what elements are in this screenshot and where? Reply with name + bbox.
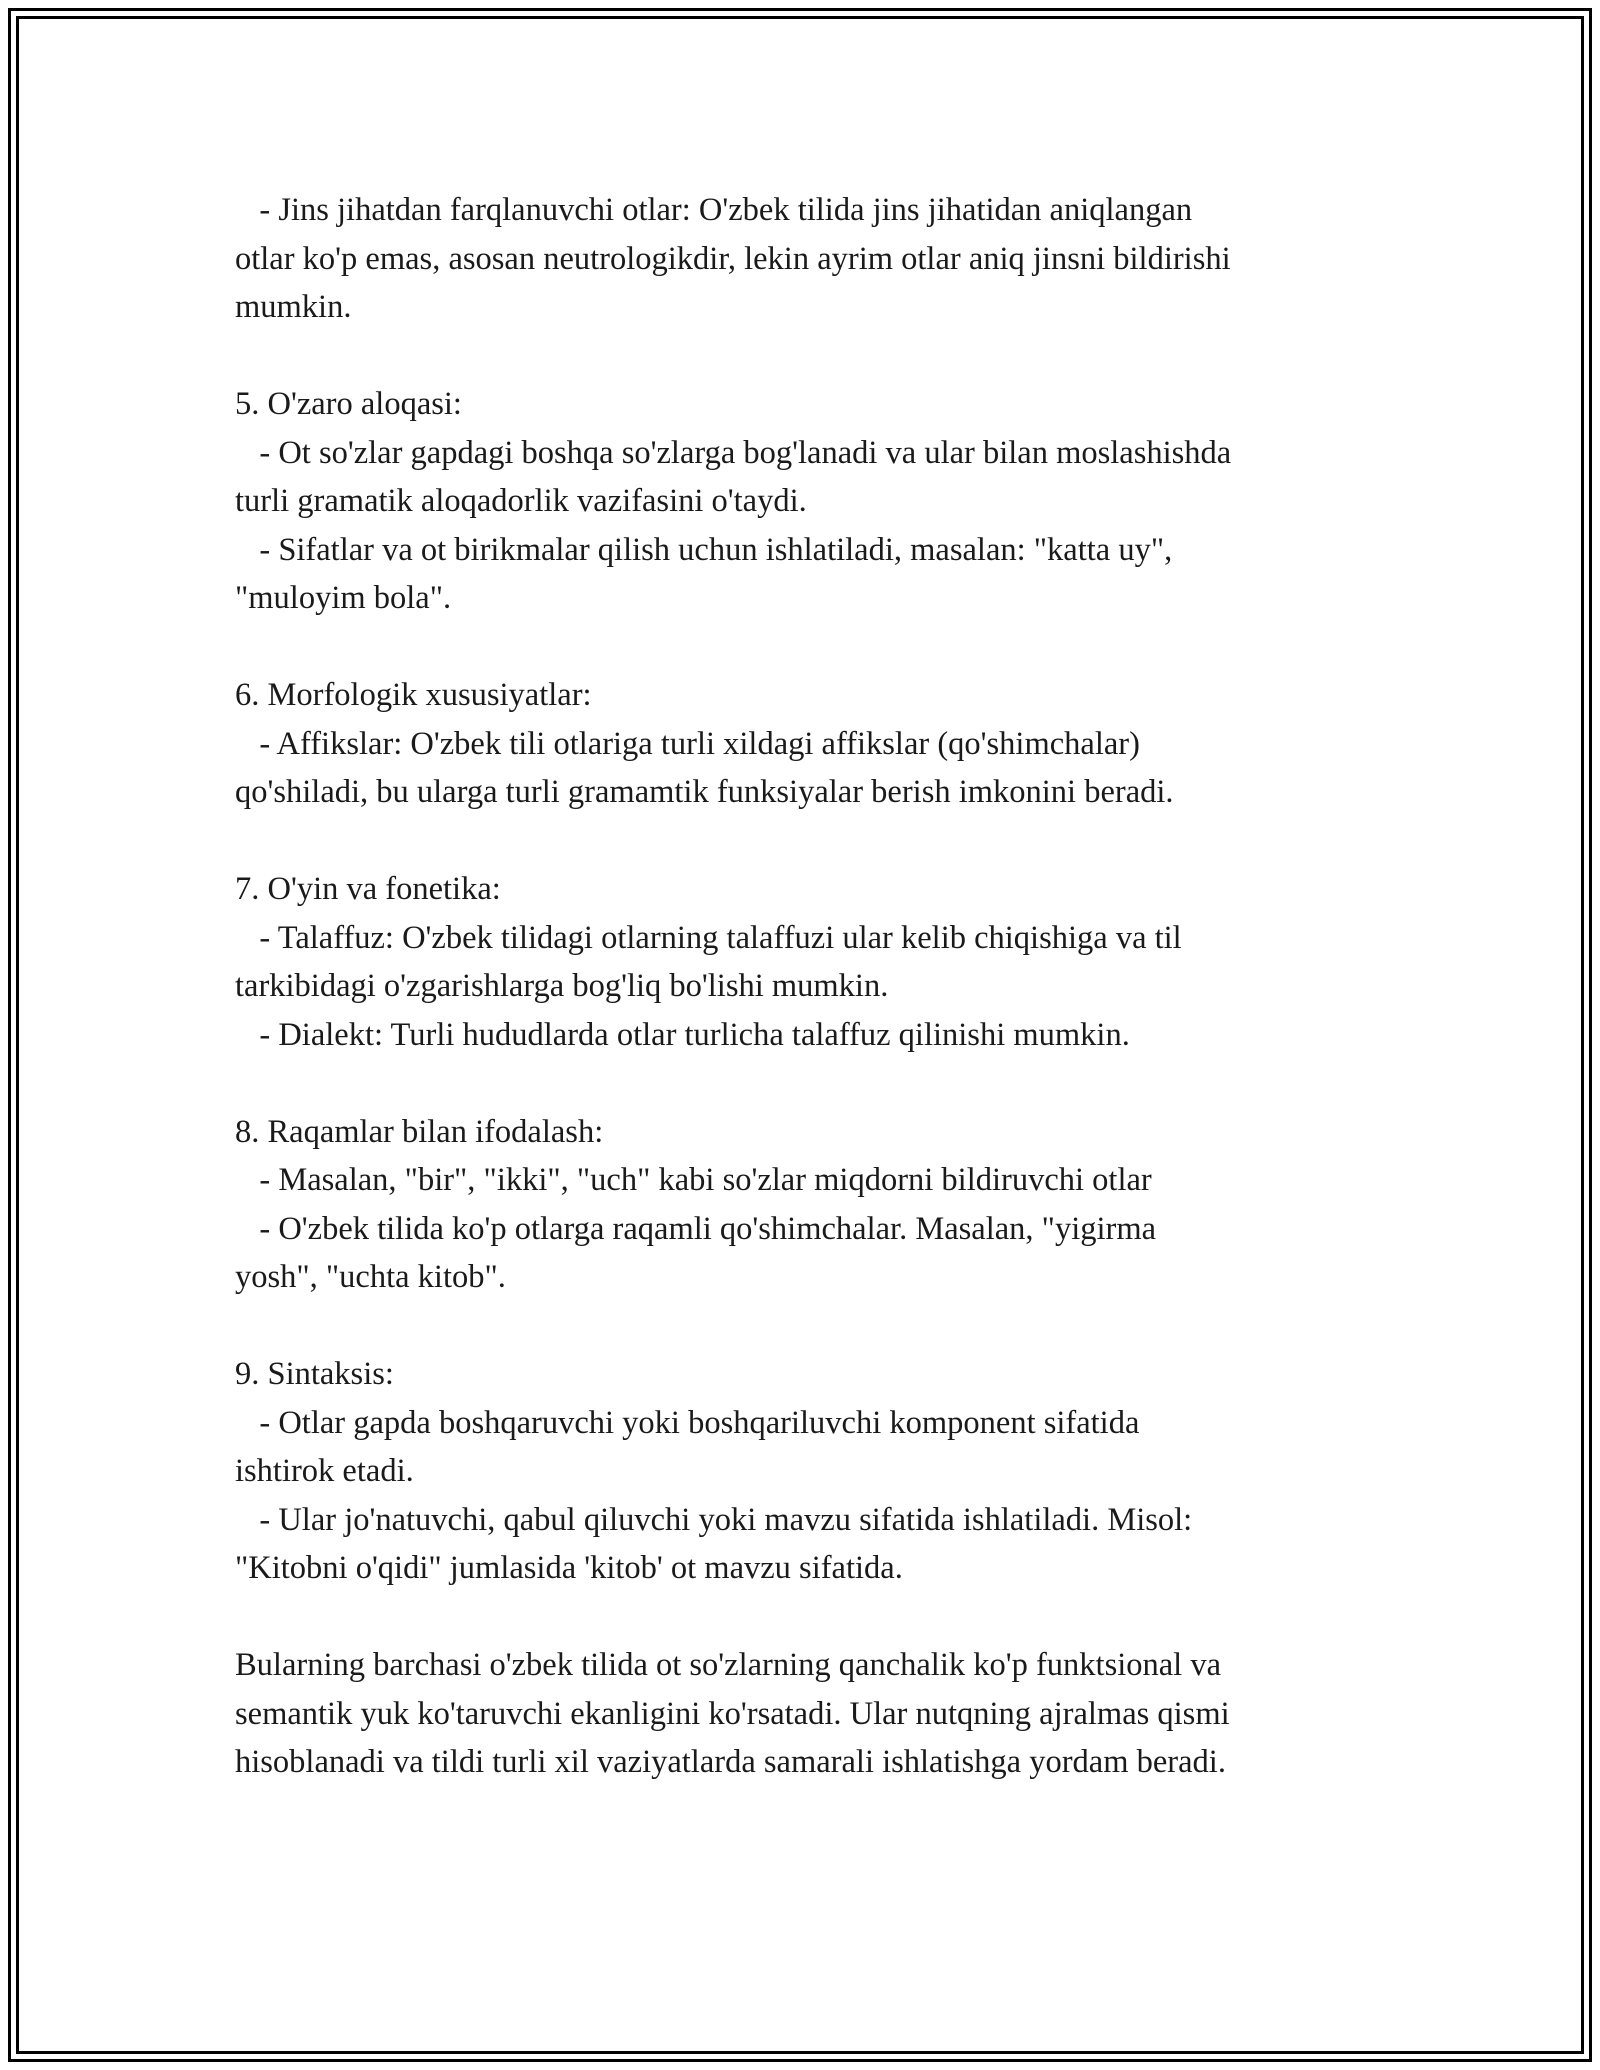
text-line: - Sifatlar va ot birikmalar qilish uchun ishlatiladi, masalan: "katta uy", bbox=[235, 531, 1173, 568]
text-line: 5. O'zaro aloqasi: bbox=[235, 386, 462, 422]
paragraph bbox=[235, 1350, 1385, 1593]
paragraph bbox=[235, 1108, 1385, 1302]
text-line: ishtirok etadi. bbox=[235, 1453, 414, 1489]
text-line: mumkin. bbox=[235, 289, 352, 325]
text-line: tarkibidagi o'zgarishlarga bog'liq bo'lishi mumkin. bbox=[235, 968, 889, 1004]
text-line: - O'zbek tilida ko'p otlarga raqamli qo'shimchalar. Masalan, "yigirma bbox=[235, 1210, 1157, 1247]
paragraph-gap bbox=[235, 1593, 1385, 1642]
text-line: Bularning barchasi o'zbek tilida ot so'zlarning qanchalik ko'p funktsional va bbox=[235, 1647, 1221, 1683]
text-line: "Kitobni o'qidi" jumlasida 'kitob' ot mavzu sifatida. bbox=[235, 1550, 903, 1586]
paragraph-gap bbox=[235, 817, 1385, 866]
text-line: 9. Sintaksis: bbox=[235, 1356, 394, 1392]
text-line: - Affikslar: O'zbek tili otlariga turli xildagi affikslar (qo'shimchalar) bbox=[235, 725, 1140, 762]
paragraph bbox=[235, 1641, 1385, 1787]
paragraph bbox=[235, 186, 1385, 332]
text-line: yosh", "uchta kitob". bbox=[235, 1259, 506, 1295]
paragraph-gap bbox=[235, 1302, 1385, 1351]
text-line: 6. Morfologik xususiyatlar: bbox=[235, 677, 592, 713]
paragraph-gap bbox=[235, 332, 1385, 381]
text-line: hisoblanadi va tildi turli xil vaziyatlarda samarali ishlatishga yordam beradi. bbox=[235, 1744, 1226, 1780]
text-line: otlar ko'p emas, asosan neutrologikdir, lekin ayrim otlar aniq jinsni bildirishi bbox=[235, 240, 1231, 277]
paragraph bbox=[235, 865, 1385, 1059]
paragraph-gap bbox=[235, 623, 1385, 672]
text-line: 7. O'yin va fonetika: bbox=[235, 871, 501, 907]
text-line: turli gramatik aloqadorlik vazifasini o'taydi. bbox=[235, 483, 807, 519]
text-line: - Ot so'zlar gapdagi boshqa so'zlarga bog'lanadi va ular bilan moslashishda bbox=[235, 434, 1232, 471]
text-line: - Talaffuz: O'zbek tilidagi otlarning talaffuzi ular kelib chiqishiga va til bbox=[235, 919, 1182, 956]
text-line: semantik yuk ko'taruvchi ekanligini ko'rsatadi. Ular nutqning ajralmas qismi bbox=[235, 1695, 1230, 1732]
paragraph bbox=[235, 671, 1385, 817]
text-line: - Jins jihatdan farqlanuvchi otlar: O'zbek tilida jins jihatidan aniqlangan bbox=[235, 192, 1193, 228]
document-body bbox=[235, 186, 1385, 1787]
text-line: "muloyim bola". bbox=[235, 580, 452, 616]
paragraph bbox=[235, 380, 1385, 623]
text-line: - Ular jo'natuvchi, qabul qiluvchi yoki mavzu sifatida ishlatiladi. Misol: bbox=[235, 1501, 1193, 1538]
text-line: 8. Raqamlar bilan ifodalash: bbox=[235, 1113, 604, 1150]
text-line: - Masalan, "bir", "ikki", "uch" kabi so'zlar miqdorni bildiruvchi otlar bbox=[235, 1162, 1152, 1198]
text-line: qo'shiladi, bu ularga turli gramamtik funksiyalar berish imkonini beradi. bbox=[235, 774, 1174, 810]
text-line: - Otlar gapda boshqaruvchi yoki boshqariluvchi komponent sifatida bbox=[235, 1404, 1140, 1441]
text-line: - Dialekt: Turli hududlarda otlar turlicha talaffuz qilinishi mumkin. bbox=[235, 1016, 1130, 1053]
paragraph-gap bbox=[235, 1059, 1385, 1108]
